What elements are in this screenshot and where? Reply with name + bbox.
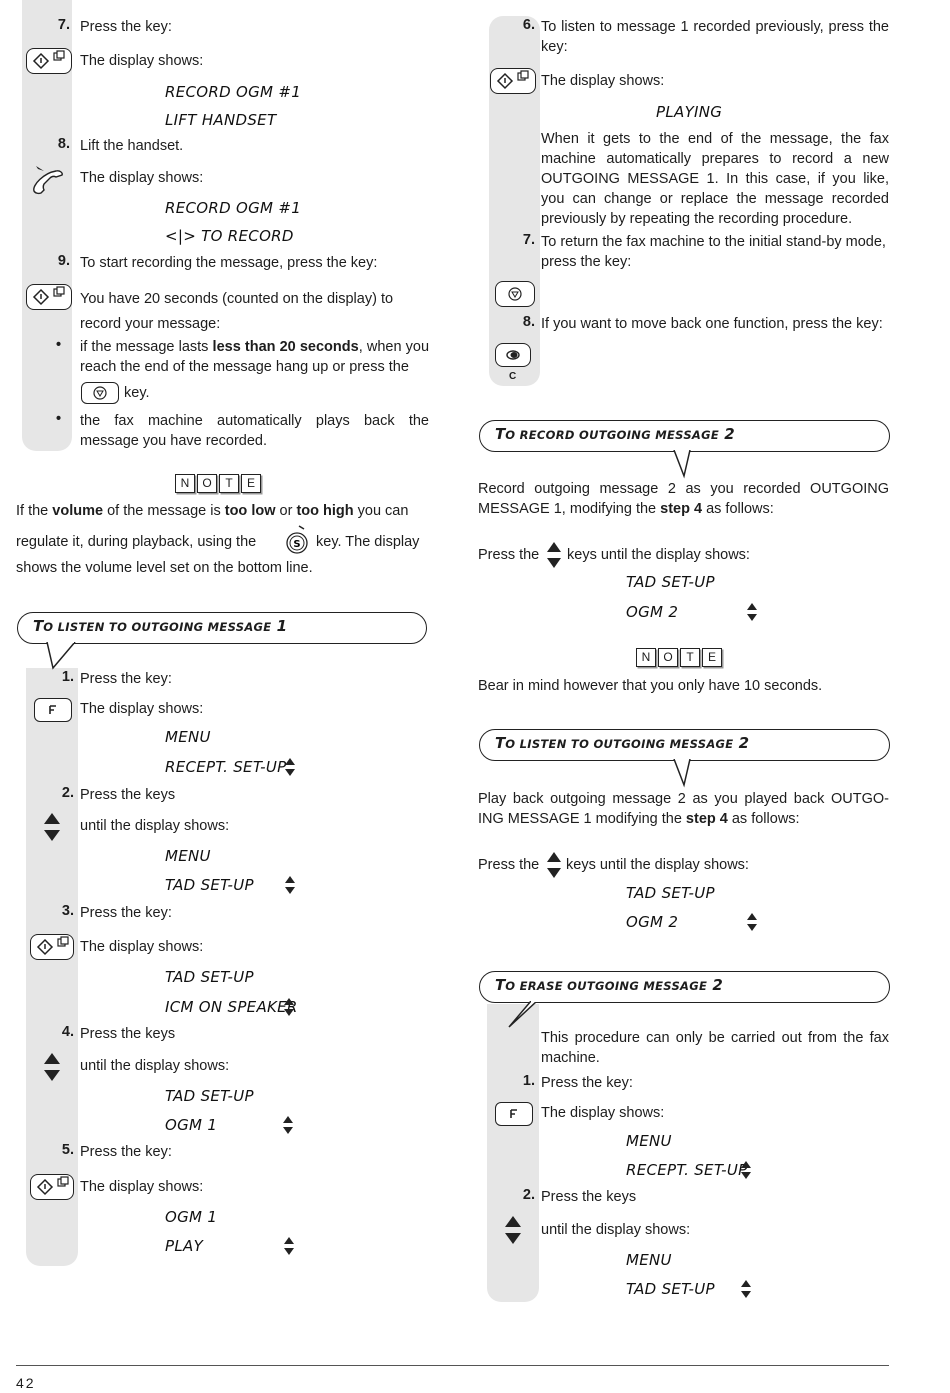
step-number: 6. xyxy=(522,17,535,33)
note-part: of the message is xyxy=(103,503,225,519)
up-down-keys-icon xyxy=(44,1053,60,1085)
start-key-icon xyxy=(26,48,72,74)
note-letter: O xyxy=(197,474,217,493)
bullet-text-end: key. xyxy=(124,385,150,401)
lcd-line: PLAYING xyxy=(656,103,723,121)
bullet: • xyxy=(56,411,62,427)
lcd-line: <|> TO RECORD xyxy=(165,227,294,245)
lcd-line: RECORD OGM #1 xyxy=(165,83,302,101)
note-bold: too high xyxy=(296,503,354,519)
step-number: 8. xyxy=(522,314,535,330)
note-bold: volume xyxy=(52,503,104,519)
step-number: 3. xyxy=(61,903,74,919)
note-part: or xyxy=(275,503,297,519)
step-text: Press the key: xyxy=(80,1144,172,1160)
display-shows-text: The display shows: xyxy=(80,53,204,69)
bullet-text: the fax machine automatically plays back the message you have recorded. xyxy=(80,413,429,449)
step-number: 4. xyxy=(61,1024,74,1040)
note-text-line: regulate it, during playback, using the xyxy=(16,534,257,550)
bullet-text-bold: less than 20 seconds xyxy=(212,339,359,355)
stop-key-icon xyxy=(495,281,535,307)
paragraph-part: Play back outgoing message 2 as you played back OUTGO-ING MESSAGE 1 modifying the xyxy=(478,791,889,827)
step-text: Lift the handset. xyxy=(80,138,184,154)
up-down-arrows-icon xyxy=(747,913,757,931)
section-banner xyxy=(479,420,891,478)
until-display-text: until the display shows: xyxy=(541,1222,691,1238)
step-text: Press the key: xyxy=(541,1075,633,1091)
start-key-icon xyxy=(30,934,74,960)
up-down-arrows-icon xyxy=(741,1161,751,1179)
step-number: 1. xyxy=(61,669,74,685)
handset-icon xyxy=(30,163,66,199)
step-text: Press the key: xyxy=(80,905,172,921)
display-shows-text: The display shows: xyxy=(80,701,204,717)
step-text: Press the key: xyxy=(80,671,172,687)
step-number: 1. xyxy=(522,1073,535,1089)
lcd-line: ICM ON SPEAKER xyxy=(165,998,298,1016)
up-down-keys-icon xyxy=(505,1216,521,1248)
volume-key-icon xyxy=(284,524,310,558)
step-text: To start recording the message, press the key: xyxy=(80,255,378,271)
paragraph-part: as follows: xyxy=(702,501,774,517)
note-text-line: key. The display xyxy=(316,534,420,550)
paragraph-part: Record outgoing message 2 as you recorded OUTGOING MESSAGE 1, modifying the xyxy=(478,481,889,517)
until-display-text: until the display shows: xyxy=(80,818,230,834)
note-letter: E xyxy=(241,474,261,493)
lcd-line: OGM 1 xyxy=(165,1116,218,1134)
step-description: When it gets to the end of the message, the fax machine automatically prepares to record a new OUTGOING MESSAGE 1. In this case, if you like, you can change or replace the message recorded previously by repeating the recording procedure. xyxy=(541,131,889,227)
step-text: Press the keys xyxy=(80,787,176,803)
paragraph-part: as follows: xyxy=(727,811,800,827)
footer-rule xyxy=(16,1365,889,1366)
paragraph-bold: step 4 xyxy=(685,811,728,827)
lcd-line: RECORD OGM #1 xyxy=(165,199,302,217)
note-label xyxy=(636,648,722,667)
lcd-line: TAD SET-UP xyxy=(626,573,715,591)
lcd-line: MENU xyxy=(165,728,211,746)
up-down-arrows-icon xyxy=(284,998,294,1016)
up-down-keys-icon xyxy=(547,542,561,572)
section-title: TO RECORD OUTGOING MESSAGE 2 xyxy=(495,425,735,443)
up-down-arrows-icon xyxy=(741,1280,751,1298)
press-text: Press the xyxy=(478,857,540,873)
press-text: keys until the display shows: xyxy=(567,547,750,563)
up-down-arrows-icon xyxy=(285,876,295,894)
press-text: keys until the display shows: xyxy=(566,857,749,873)
lcd-line: RECEPT. SET-UP xyxy=(165,758,287,776)
note-letter: T xyxy=(680,648,700,667)
display-shows-text: The display shows: xyxy=(80,939,204,955)
section-banner xyxy=(17,612,428,672)
lcd-line: TAD SET-UP xyxy=(165,1087,254,1105)
paragraph xyxy=(478,479,889,519)
stop-key-icon xyxy=(81,382,119,404)
step-number: 2. xyxy=(522,1187,535,1203)
note-text: Bear in mind however that you only have 10 seconds. xyxy=(478,678,823,694)
up-down-arrows-icon xyxy=(283,1116,293,1134)
display-shows-text: The display shows: xyxy=(80,1179,204,1195)
step-text: Press the keys xyxy=(80,1026,176,1042)
until-display-text: until the display shows: xyxy=(80,1058,230,1074)
lcd-line: MENU xyxy=(626,1251,672,1269)
start-key-icon xyxy=(30,1174,74,1200)
display-shows-text: The display shows: xyxy=(541,73,665,89)
press-text: Press the xyxy=(478,547,540,563)
note-letter: O xyxy=(658,648,678,667)
lcd-line: TAD SET-UP xyxy=(626,884,715,902)
note-letter: E xyxy=(702,648,722,667)
paragraph-bold: step 4 xyxy=(660,501,703,517)
step-number: 9. xyxy=(57,253,70,269)
bullet-text-part: , when you reach the end of the message hang up or press the xyxy=(80,339,430,375)
step-text: To return the fax machine to the initial stand-by mode, press the key: xyxy=(541,234,886,270)
lcd-line: TAD SET-UP xyxy=(165,968,254,986)
section-title: TO ERASE OUTGOING MESSAGE 2 xyxy=(495,976,723,994)
step-number: 8. xyxy=(57,136,70,152)
note-letter: N xyxy=(175,474,195,493)
lcd-line: PLAY xyxy=(165,1237,204,1255)
section-title: TO LISTEN TO OUTGOING MESSAGE 1 xyxy=(33,617,288,635)
section-title: TO LISTEN TO OUTGOING MESSAGE 2 xyxy=(495,734,750,752)
note-part: If the xyxy=(16,503,53,519)
lcd-line: MENU xyxy=(626,1132,672,1150)
lcd-line: RECEPT. SET-UP xyxy=(626,1161,748,1179)
display-shows-text: The display shows: xyxy=(80,170,204,186)
bullet-text xyxy=(80,337,429,377)
note-bold: too low xyxy=(224,503,276,519)
note-label xyxy=(175,474,261,493)
note-letter: N xyxy=(636,648,656,667)
bullet: • xyxy=(56,337,62,353)
up-down-keys-icon xyxy=(547,852,561,882)
step-text: If you want to move back one function, press the key: xyxy=(541,316,883,332)
note-letter: T xyxy=(219,474,239,493)
clear-key-label: C xyxy=(509,371,517,382)
step-number: 7. xyxy=(522,232,535,248)
right-column-bar-bottom xyxy=(487,1004,539,1302)
step-description: You have 20 seconds (counted on the display) to record your message: xyxy=(80,291,394,332)
lcd-line: OGM 1 xyxy=(165,1208,218,1226)
svg-text:S: S xyxy=(293,539,301,550)
lcd-line: MENU xyxy=(165,847,211,865)
bullet-text-part: if the message lasts xyxy=(80,339,213,355)
start-key-icon xyxy=(26,284,72,310)
page-number: 42 xyxy=(16,1375,36,1391)
paragraph: This procedure can only be carried out from the fax machine. xyxy=(541,1030,889,1066)
note-text-line: shows the volume level set on the bottom line. xyxy=(16,560,313,576)
up-down-keys-icon xyxy=(44,813,60,845)
step-number: 5. xyxy=(61,1142,74,1158)
clear-key-icon xyxy=(495,343,531,367)
lcd-line: OGM 2 xyxy=(626,603,679,621)
step-number: 2. xyxy=(61,785,74,801)
note-text-line xyxy=(16,501,429,521)
function-key-icon xyxy=(34,698,72,722)
lcd-line: TAD SET-UP xyxy=(165,876,254,894)
display-shows-text: The display shows: xyxy=(541,1105,665,1121)
step-number: 7. xyxy=(57,17,70,33)
step-text: To listen to message 1 recorded previously, press the key: xyxy=(541,19,889,55)
up-down-arrows-icon xyxy=(284,1237,294,1255)
paragraph xyxy=(478,789,889,829)
note-part: you can xyxy=(353,503,409,519)
lcd-line: LIFT HANDSET xyxy=(165,111,277,129)
lcd-line: OGM 2 xyxy=(626,913,679,931)
step-text: Press the keys xyxy=(541,1189,637,1205)
start-key-icon xyxy=(490,68,536,94)
up-down-arrows-icon xyxy=(285,758,295,776)
section-banner xyxy=(479,971,891,1029)
lcd-line: TAD SET-UP xyxy=(626,1280,715,1298)
function-key-icon xyxy=(495,1102,533,1126)
step-text: Press the key: xyxy=(80,19,172,35)
up-down-arrows-icon xyxy=(747,603,757,621)
section-banner xyxy=(479,729,891,787)
